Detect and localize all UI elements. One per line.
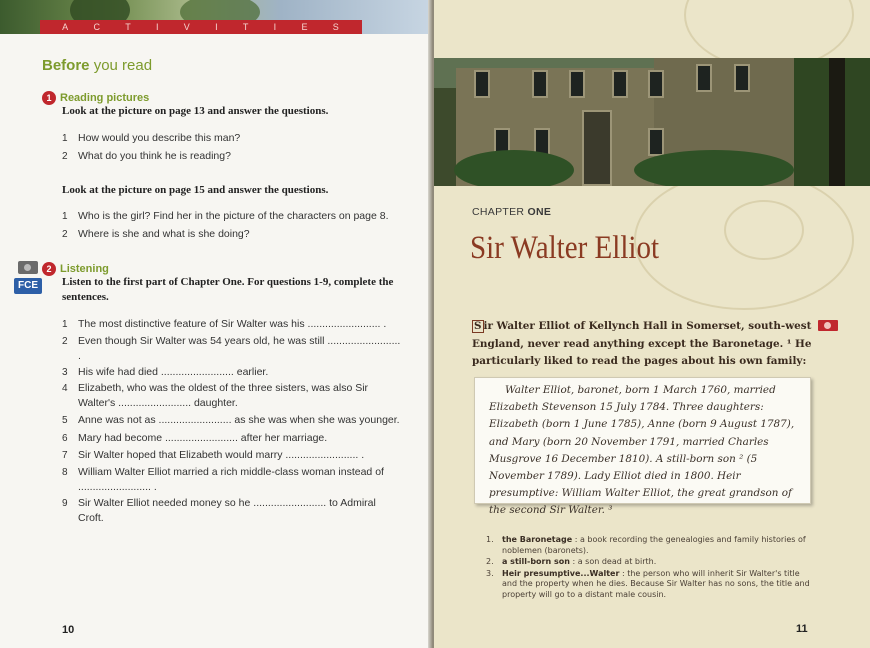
header-letter: T bbox=[125, 22, 132, 32]
list-item: 1 Who is the girl? Find her in the picture of the characters on page 8. bbox=[62, 210, 389, 222]
list-item: 1 How would you describe this man? bbox=[62, 132, 241, 144]
header-letter: I bbox=[156, 22, 160, 32]
list-item: 1 The most distinctive feature of Sir Walter was his ......................... . bbox=[62, 318, 387, 330]
quote-text: Walter Elliot, baronet, born 1 March 1760, married Elizabeth Stevenson 15 July 1784. Three daughters: Elizabeth (born 1 June 1785), Anne (born 9 August 1787), and Mary (born 20 November 1791, married Charles Musgrove 16 December 1810). A still-born son ² (5 November 1789). Lady Elliot died in 1800. Heir presumptive: William Walter Elliot, the great grandson of the second Sir Walter. ³ bbox=[489, 384, 795, 517]
header-letter: I bbox=[215, 22, 219, 32]
header-letter: V bbox=[183, 22, 191, 32]
fce-audio-badge bbox=[14, 261, 42, 297]
header-letter: A bbox=[62, 22, 70, 32]
audio-track-icon bbox=[818, 320, 838, 331]
footnotes bbox=[486, 535, 816, 601]
cd-icon bbox=[18, 261, 38, 274]
list-item: 2 Even though Sir Walter was 54 years old, he was still ......................... . bbox=[62, 335, 401, 362]
list-item: 6 Mary had become ......................... after her marriage. bbox=[62, 432, 328, 444]
header-letter: I bbox=[273, 22, 278, 32]
footnote: 1. the Baronetage : a book recording the genealogies and family histories of noblemen (baronets). bbox=[486, 535, 806, 555]
list-item: 3 His wife had died ......................... earlier. bbox=[62, 366, 269, 378]
list-item: 2 Where is she and what is she doing? bbox=[62, 228, 250, 240]
decorative-swirl bbox=[724, 200, 804, 260]
chapter-label: CHAPTER ONE bbox=[472, 206, 552, 218]
task2-heading: 2 Listening bbox=[42, 262, 109, 276]
baronetage-quote-box bbox=[474, 377, 811, 517]
left-page bbox=[0, 0, 432, 648]
task1-instruction-b: Look at the picture on page 15 and answer the questions. bbox=[62, 184, 329, 196]
task-number-badge: 1 bbox=[42, 91, 56, 105]
chapter-title: Sir Walter Elliot bbox=[470, 230, 660, 266]
list-item: 9 Sir Walter Elliot needed money so he ......................... to Admiral Croft. bbox=[62, 497, 376, 524]
footnote: 3. Heir presumptive...Walter : the person who will inherit Sir Walter's title and the property when he dies. Because Sir Walter has no sons, the title and property will go to a distant male cousin. bbox=[486, 568, 810, 599]
task1-heading: 1 Reading pictures bbox=[42, 91, 149, 105]
list-item: 8 William Walter Elliot married a rich middle-class woman instead of ......................... . bbox=[62, 466, 384, 493]
task2-instruction: Listen to the first part of Chapter One. For questions 1-9, complete the sentences. bbox=[62, 276, 394, 303]
task-number-badge: 2 bbox=[42, 262, 56, 276]
header-letter: C bbox=[93, 22, 101, 32]
right-page bbox=[434, 0, 870, 648]
fce-badge: FCE bbox=[14, 278, 42, 294]
chapter-illustration bbox=[434, 58, 870, 186]
section-title: Before you read bbox=[42, 57, 153, 74]
list-item: 4 Elizabeth, who was the oldest of the three sisters, was also Sir Walter's ......................... daughter. bbox=[62, 382, 369, 409]
task1-instruction-a: Look at the picture on page 13 and answer the questions. bbox=[62, 105, 329, 117]
header-letter: E bbox=[301, 22, 309, 32]
header-letter: S bbox=[332, 22, 340, 32]
opening-paragraph: S ir Walter Elliot of Kellynch Hall in Somerset, south-west England, never read anything except the Baronetage. ¹ He particularly liked to read the pages about his own family: bbox=[472, 320, 812, 367]
header-letter: T bbox=[242, 22, 250, 32]
list-item: 2 What do you think he is reading? bbox=[62, 150, 231, 162]
activities-header-bar bbox=[40, 20, 362, 34]
list-item: 7 Sir Walter hoped that Elizabeth would marry ......................... . bbox=[62, 449, 365, 461]
dropcap: S bbox=[474, 320, 482, 332]
page-number: 10 bbox=[62, 624, 75, 636]
list-item: 5 Anne was not as ......................... as she was when she was younger. bbox=[62, 414, 400, 426]
page-number: 11 bbox=[796, 623, 808, 635]
footnote: 2. a still-born son : a son dead at birth. bbox=[486, 557, 657, 566]
